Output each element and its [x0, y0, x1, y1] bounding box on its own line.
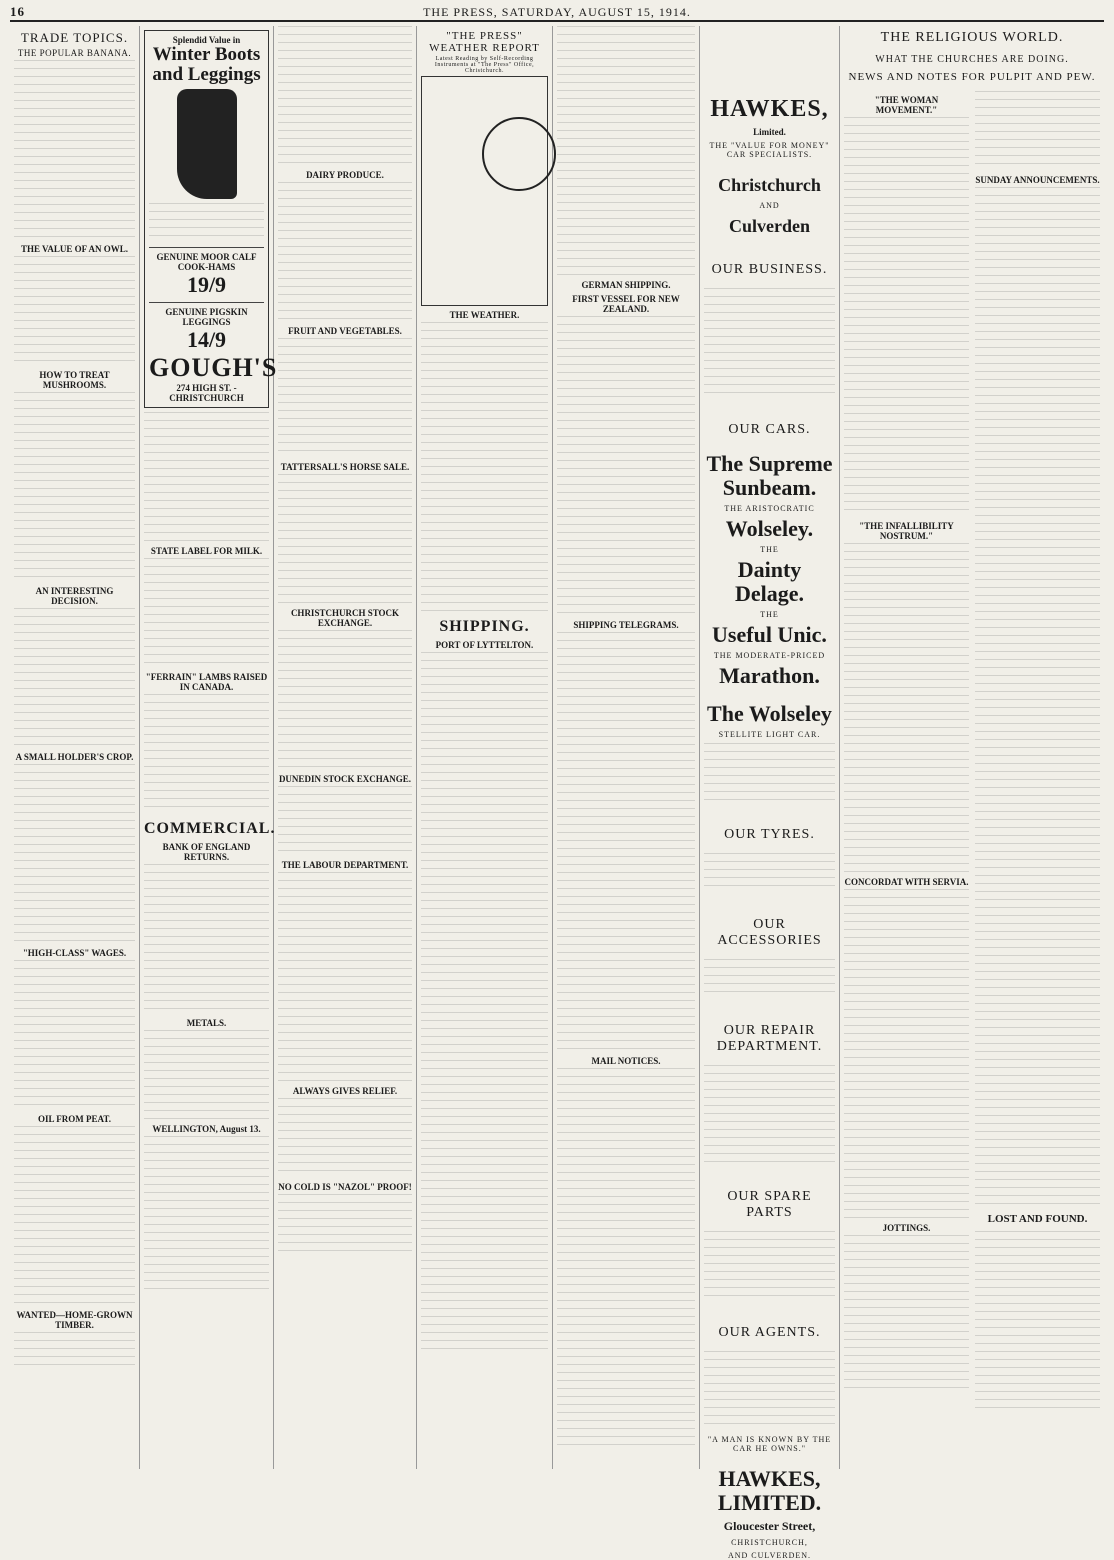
article-text — [844, 889, 969, 1219]
article-text — [14, 764, 135, 944]
article-text — [278, 26, 412, 166]
article-text — [144, 1030, 269, 1120]
car-descriptor: THE MODERATE-PRICED — [713, 651, 826, 660]
column-trade-topics — [10, 26, 140, 1469]
ad-title: Winter Boots and Leggings — [152, 44, 261, 85]
article-text — [704, 853, 835, 893]
article-text — [278, 1194, 412, 1254]
article-text — [557, 26, 695, 276]
column-produce — [274, 26, 417, 1469]
column-shipping-news — [553, 26, 700, 1469]
article-text — [557, 316, 695, 616]
car-name: Dainty Delage. — [734, 557, 805, 606]
article-text — [975, 187, 1100, 1207]
religious-left-column — [844, 91, 969, 1411]
article-text — [144, 558, 269, 668]
trade-topics-subtitle: THE POPULAR BANANA. — [17, 48, 132, 58]
page-number: 16 — [10, 4, 25, 19]
car-name: Marathon. — [719, 663, 820, 688]
article-text — [278, 872, 412, 1082]
hawkes-logo: HAWKES, — [710, 96, 829, 122]
car-name: Sunbeam. — [722, 475, 817, 500]
article-text — [844, 117, 969, 517]
article-text — [975, 91, 1100, 171]
section-heading: OUR ACCESSORIES — [717, 917, 822, 948]
religious-world-title: THE RELIGIOUS WORLD. — [880, 30, 1064, 45]
article-text — [844, 543, 969, 873]
car-descriptor: THE — [760, 545, 779, 554]
religious-world-news: NEWS AND NOTES FOR PULPIT AND PEW. — [848, 71, 1096, 83]
section-heading: WANTED—HOME-GROWN TIMBER. — [16, 1310, 133, 1330]
article-text — [144, 412, 269, 542]
article-text — [14, 60, 135, 240]
article-text — [704, 288, 835, 398]
car-name: The Wolseley — [707, 701, 832, 726]
column-religious-world — [840, 26, 1104, 1469]
weather-report-title: "THE PRESS" WEATHER REPORT — [429, 30, 540, 54]
section-heading: CHRISTCHURCH STOCK EXCHANGE. — [290, 608, 400, 628]
weather-chart — [421, 76, 548, 306]
section-heading: A SMALL HOLDER'S CROP. — [15, 752, 134, 762]
ad-address: 274 HIGH ST. - CHRISTCHURCH — [169, 383, 244, 403]
article-text — [278, 1098, 412, 1178]
section-heading: PORT OF LYTTELTON. — [435, 640, 534, 650]
ad-price: 14/9 — [186, 327, 227, 352]
shipping-heading: SHIPPING. — [439, 618, 530, 635]
article-text — [14, 392, 135, 582]
article-text — [704, 959, 835, 999]
article-text — [144, 694, 269, 814]
article-text — [704, 1065, 835, 1165]
section-heading: THE VALUE OF AN OWL. — [20, 244, 129, 254]
section-heading: METALS. — [186, 1018, 227, 1028]
article-text — [14, 1126, 135, 1306]
newspaper-columns — [10, 26, 1104, 1560]
article-text — [704, 743, 835, 803]
section-heading: THE LABOUR DEPARTMENT. — [281, 860, 409, 870]
section-heading: MAIL NOTICES. — [591, 1056, 661, 1066]
section-heading: OUR REPAIR DEPARTMENT. — [716, 1023, 823, 1054]
article-text — [421, 322, 548, 612]
ad-shop-name: GOUGH'S — [149, 353, 278, 382]
barometer-dial-icon — [482, 117, 556, 191]
section-heading: JOTTINGS. — [882, 1223, 931, 1233]
column-weather-shipping — [417, 26, 553, 1469]
column-commercial — [140, 26, 278, 1469]
section-heading: HOW TO TREAT MUSHROOMS. — [39, 370, 110, 390]
article-text — [14, 960, 135, 1110]
car-descriptor: THE — [760, 610, 779, 619]
section-heading: DUNEDIN STOCK EXCHANGE. — [278, 774, 412, 784]
car-name: Useful Unic. — [712, 622, 827, 647]
section-heading: OUR TYRES. — [724, 827, 815, 842]
section-heading: OUR SPARE PARTS — [727, 1189, 812, 1220]
article-text — [421, 652, 548, 1352]
religious-world-subtitle: WHAT THE CHURCHES ARE DOING. — [875, 54, 1069, 65]
article-text — [278, 182, 412, 322]
section-heading: TATTERSALL'S HORSE SALE. — [280, 462, 410, 472]
ad-price: 19/9 — [186, 272, 227, 297]
boots-advertisement — [144, 30, 278, 408]
article-text — [557, 632, 695, 1052]
hawkes-footer-address: Gloucester Street, — [723, 1519, 816, 1533]
religious-columns — [844, 91, 1100, 1411]
article-text — [144, 1136, 269, 1296]
hawkes-motto: "A MAN IS KNOWN BY THE CAR HE OWNS." — [707, 1435, 832, 1453]
commercial-heading: COMMERCIAL. — [144, 820, 276, 837]
section-heading: GERMAN SHIPPING. — [581, 280, 671, 290]
column-hawkes-ad — [700, 26, 840, 1560]
car-descriptor: STELLITE LIGHT CAR. — [718, 730, 821, 739]
trade-topics-title: TRADE TOPICS. — [20, 30, 129, 45]
city-name: Christchurch — [718, 175, 821, 195]
section-heading: "HIGH-CLASS" WAGES. — [22, 948, 127, 958]
section-heading: "THE INFALLIBILITY NOSTRUM." — [859, 521, 954, 541]
car-name: The Supreme — [706, 451, 833, 476]
section-heading: STATE LABEL FOR MILK. — [150, 546, 263, 556]
religious-right-column — [975, 91, 1100, 1411]
section-heading: SHIPPING TELEGRAMS. — [573, 620, 679, 630]
section-heading: OUR AGENTS. — [718, 1325, 821, 1340]
section-heading: OIL FROM PEAT. — [38, 1114, 111, 1124]
section-heading: BANK OF ENGLAND RETURNS. — [162, 842, 251, 862]
article-text — [14, 256, 135, 366]
hawkes-limited: Limited. — [753, 127, 786, 137]
section-heading: DAIRY PRODUCE. — [306, 170, 384, 180]
masthead: THE PRESS, SATURDAY, AUGUST 15, 1914. — [423, 5, 691, 19]
section-heading: "THE WOMAN MOVEMENT." — [874, 95, 939, 115]
article-text — [975, 1231, 1100, 1411]
section-heading: AN INTERESTING DECISION. — [35, 586, 114, 606]
article-text — [278, 338, 412, 458]
article-text — [704, 1231, 835, 1301]
city-name: Culverden — [729, 216, 810, 236]
section-heading: NO COLD IS "NAZOL" PROOF! — [278, 1182, 412, 1192]
section-heading: OUR BUSINESS. — [711, 262, 828, 277]
ad-headline: Splendid Value in — [172, 35, 241, 45]
article-text — [14, 608, 135, 748]
article-text — [278, 474, 412, 604]
section-heading: FIRST VESSEL FOR NEW ZEALAND. — [572, 294, 680, 314]
article-text — [278, 786, 412, 856]
article-text — [278, 630, 412, 770]
hawkes-footer-name: HAWKES, LIMITED. — [717, 1466, 822, 1515]
hawkes-footer-city: CHRISTCHURCH, — [731, 1538, 808, 1547]
article-text — [704, 1351, 835, 1431]
ad-text — [149, 203, 264, 243]
section-heading: OUR CARS. — [728, 422, 811, 437]
ad-product: GENUINE MOOR CALF COOK-HAMS — [156, 252, 257, 272]
section-heading: CONCORDAT WITH SERVIA. — [844, 877, 969, 887]
boot-illustration-icon — [177, 89, 237, 199]
section-heading: FRUIT AND VEGETABLES. — [288, 326, 402, 336]
article-text — [557, 1068, 695, 1448]
section-heading: THE WEATHER. — [449, 310, 520, 320]
section-heading: WELLINGTON, August 13. — [152, 1124, 261, 1134]
section-heading: "FERRAIN" LAMBS RAISED IN CANADA. — [145, 672, 268, 692]
section-heading: SUNDAY ANNOUNCEMENTS. — [975, 175, 1100, 185]
section-heading: ALWAYS GIVES RELIEF. — [292, 1086, 398, 1096]
car-descriptor: THE ARISTOCRATIC — [724, 504, 815, 513]
article-text — [144, 864, 269, 1014]
and-text: AND — [759, 201, 780, 210]
hawkes-tagline: THE "VALUE FOR MONEY" CAR SPECIALISTS. — [709, 141, 830, 159]
car-name: Wolseley. — [725, 516, 814, 541]
ad-product: GENUINE PIGSKIN LEGGINGS — [165, 307, 248, 327]
page-header — [10, 4, 1104, 22]
hawkes-footer-and: AND CULVERDEN. — [727, 1551, 812, 1560]
article-text — [14, 1332, 135, 1372]
weather-report-subtitle: Latest Reading by Self-Recording Instruments at "The Press" Office, Christchurch. — [434, 56, 535, 74]
article-text — [844, 1235, 969, 1395]
section-heading: LOST AND FOUND. — [987, 1213, 1088, 1225]
